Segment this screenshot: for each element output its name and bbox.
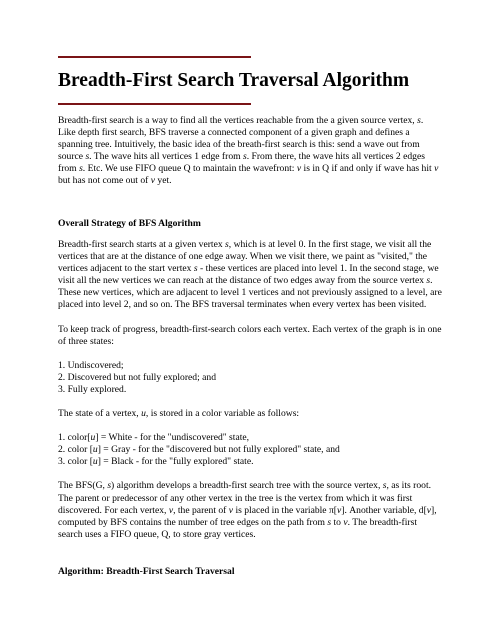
strategy-heading: Overall Strategy of BFS Algorithm <box>58 218 201 229</box>
list-item: 2. color [u] = Gray - for the "discovered but not fully explored" state, and <box>58 444 340 456</box>
algorithm-heading: Algorithm: Breadth-First Search Traversal <box>58 566 235 577</box>
page-title: Breadth-First Search Traversal Algorithm <box>58 70 410 91</box>
progress-paragraph: To keep track of progress, breadth-first-search colors each vertex. Each vertex of the graph is in one of three states: <box>58 323 442 347</box>
list-item: 1. color[u] = White - for the "undiscovered" state, <box>58 432 250 444</box>
title-rule-bottom <box>58 103 251 105</box>
list-item: 2. Discovered but not fully explored; and <box>58 371 216 383</box>
list-item: 3. Fully explored. <box>58 383 127 395</box>
strategy-paragraph: Breadth-first search starts at a given vertex s, which is at level 0. In the first stage, we visit all the vertices that are at the distance of one edge away. When we visit there, we paint as "visited," the vertices adjacent to the start vertex s - these vertices are placed into level 1. In the second stage, we visit all the new vertices we can reach at the distance of two edges away from the source vertex s. These new vertices, which are adjacent to level 1 vertices and not previously assigned to a level, are placed into level 2, and so on. The BFS traversal terminates when every vertex has been visited. <box>58 239 442 311</box>
colors-list <box>58 432 442 468</box>
strategy-section <box>58 239 442 541</box>
title-rule-top <box>58 56 251 58</box>
list-item: 3. color [u] = Black - for the "fully explored" state. <box>58 456 254 468</box>
bfs-tree-paragraph: The BFS(G, s) algorithm develops a breadth-first search tree with the source vertex, s, as its root. The parent or predecessor of any other vertex in the tree is the vertex from which it was first discovered. For each vertex, v, the parent of v is placed in the variable π[v]. Another variable, d[v], computed by BFS contains the number of tree edges on the path from s to v. The breadth-first search uses a FIFO queue, Q, to store gray vertices. <box>58 480 437 540</box>
color-intro-paragraph: The state of a vertex, u, is stored in a color variable as follows: <box>58 408 300 420</box>
states-list <box>58 360 442 396</box>
list-item: 1. Undiscovered; <box>58 359 124 371</box>
intro-paragraph: Breadth-first search is a way to find all the vertices reachable from the a given source vertex, s. Like depth first search, BFS traverse a connected component of a given graph and defines a spanning tree. Intuitively, the basic idea of the breath-first search is this: send a wave out from source s. The wave hits all vertices 1 edge from s. From there, the wave hits all vertices 2 edges from s. Etc. We use FIFO queue Q to maintain the wavefront: v is in Q if and only if wave has hit v but has not come out of v yet. <box>58 115 439 187</box>
